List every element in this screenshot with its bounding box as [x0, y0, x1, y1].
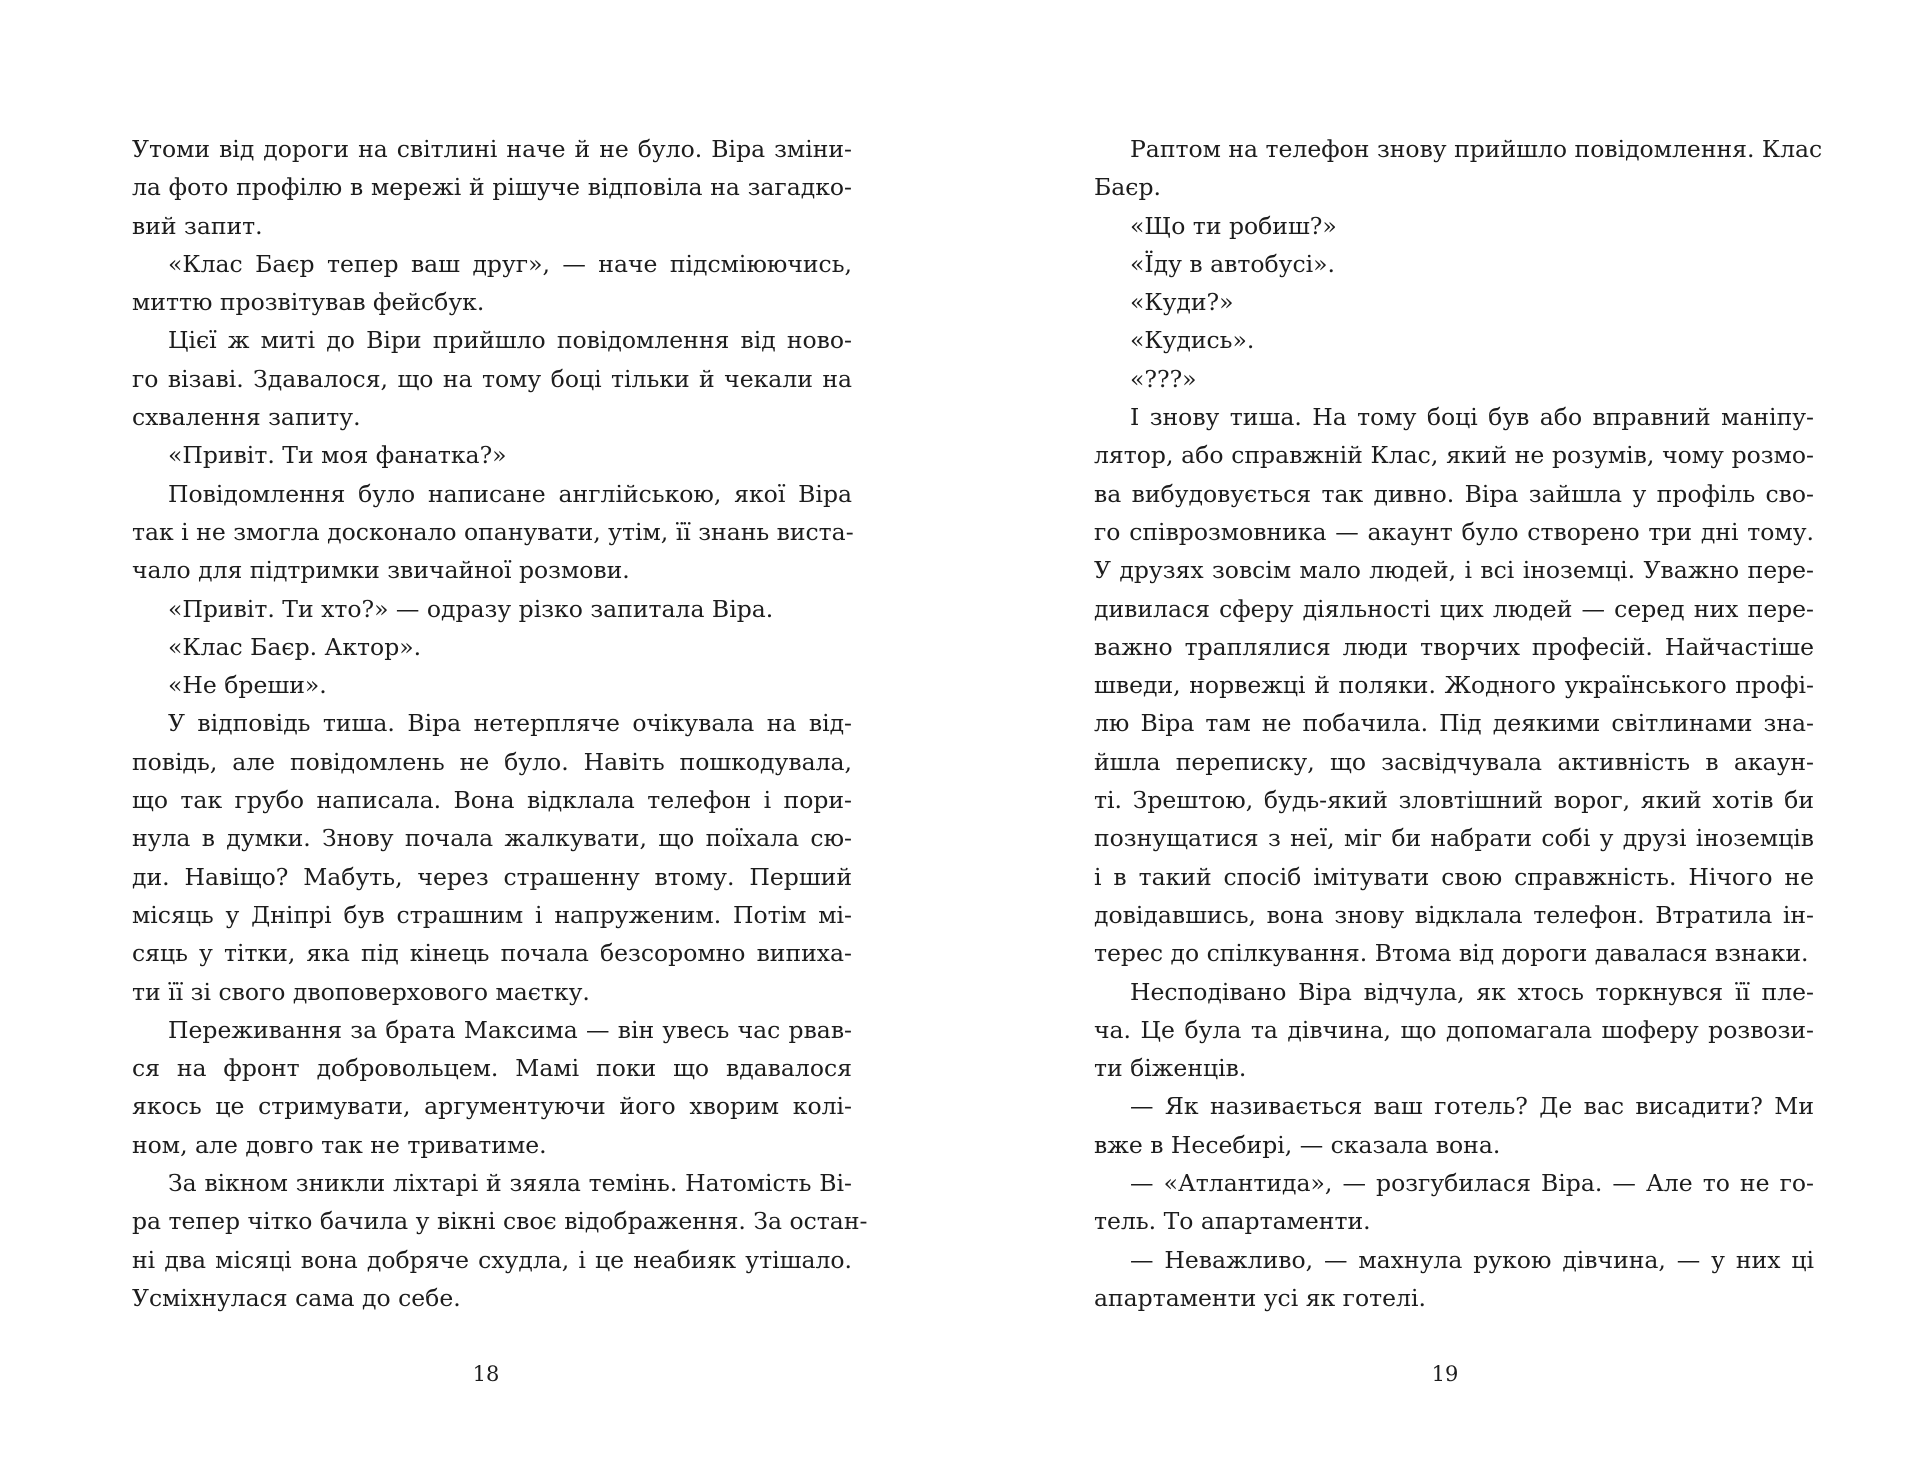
text-line: схвалення запиту. — [132, 403, 361, 432]
text-line: У друзях зовсім мало людей, і всі іноземці. Уважно пере- — [1094, 556, 1814, 585]
text-line: го візаві. Здавалося, що на тому боці тільки й чекали на — [132, 364, 852, 393]
text-line: «???» — [1130, 364, 1197, 393]
text-line: чало для підтримки звичайної розмови. — [132, 556, 630, 585]
text-line: «Кудись». — [1130, 326, 1255, 355]
text-line: «Їду в автобусі». — [1130, 249, 1336, 278]
text-line: «Привіт. Ти хто?» — одразу різко запитала Віра. — [168, 594, 774, 623]
text-line: ся на фронт добровольцем. Мамі поки що вдавалося — [132, 1054, 852, 1083]
text-line: У відповідь тиша. Віра нетерпляче очікувала на від- — [168, 709, 852, 738]
text-line: шведи, норвежці й поляки. Жодного українського профі- — [1094, 671, 1814, 700]
text-line: — Неважливо, — махнула рукою дівчина, — у них ці — [1130, 1245, 1814, 1274]
page-number-right: 19 — [1431, 1362, 1459, 1386]
text-line: ном, але довго так не триватиме. — [132, 1130, 547, 1159]
text-line: якось це стримувати, аргументуючи його хворим колі- — [132, 1092, 852, 1121]
text-line: так і не змогла досконало опанувати, утім, її знань виста- — [132, 517, 854, 546]
text-line: Раптом на телефон знову прийшло повідомлення. Клас — [1130, 135, 1823, 163]
text-line: «Клас Баєр. Актор». — [168, 632, 422, 661]
page-number-left: 18 — [472, 1362, 500, 1386]
text-line: Усміхнулася сама до себе. — [132, 1283, 461, 1312]
text-line: ди. Навіщо? Мабуть, через страшенну втому. Перший — [132, 862, 852, 891]
text-line: «Не бреши». — [168, 671, 327, 700]
text-line: «Що ти робиш?» — [1130, 211, 1337, 240]
text-line: дивилася сферу діяльності цих людей — серед них пере- — [1094, 594, 1814, 623]
text-line: Цієї ж миті до Віри прийшло повідомлення від ново- — [168, 326, 852, 355]
text-line: важно траплялися люди творчих професій. Найчастіше — [1094, 632, 1814, 661]
text-line: ла фото профілю в мережі й рішуче відповіла на загадко- — [132, 173, 852, 202]
text-line: — «Атлантида», — розгубилася Віра. — Але то не го- — [1130, 1169, 1814, 1198]
text-line: миттю прозвітував фейсбук. — [132, 288, 485, 317]
text-line: місяць у Дніпрі був страшним і напруженим. Потім мі- — [132, 900, 852, 929]
text-line: йшла переписку, що засвідчувала активність в акаун- — [1094, 747, 1814, 776]
text-line: Утоми від дороги на світлині наче й не було. Віра зміни- — [132, 135, 852, 163]
text-line: ча. Це була та дівчина, що допомагала шоферу розвози- — [1094, 1015, 1814, 1044]
text-line: лю Віра там не побачила. Під деякими світлинами зна- — [1094, 709, 1814, 738]
text-line: що так грубо написала. Вона відклала телефон і пори- — [132, 786, 852, 815]
text-line: ні два місяці вона добряче схудла, і це неабияк утішало. — [132, 1245, 852, 1274]
text-line: лятор, або справжній Клас, який не розумів, чому розмо- — [1094, 441, 1814, 470]
text-line: сяць у тітки, яка під кінець почала безсоромно випиха- — [132, 939, 852, 968]
text-line: вже в Несебирі, — сказала вона. — [1094, 1130, 1501, 1159]
text-line: За вікном зникли ліхтарі й зяяла темінь. Натомість Ві- — [168, 1169, 852, 1198]
text-line: терес до спілкування. Втома від дороги давалася взнаки. — [1094, 939, 1809, 968]
text-line: Переживання за брата Максима — він увесь час рвав- — [168, 1015, 852, 1044]
text-line: Повідомлення було написане англійською, якої Віра — [168, 479, 852, 508]
text-line: довідавшись, вона знову відклала телефон. Втратила ін- — [1094, 900, 1814, 929]
text-line: повідь, але повідомлень не було. Навіть пошкодувала, — [132, 747, 852, 776]
text-line: апартаменти усі як готелі. — [1094, 1283, 1426, 1312]
text-line: вий запит. — [132, 211, 263, 240]
text-line: ті. Зрештою, будь-який зловтішний ворог, який хотів би — [1094, 786, 1814, 815]
text-line: «Привіт. Ти моя фанатка?» — [168, 441, 507, 470]
text-line: «Куди?» — [1130, 288, 1234, 317]
text-line: го співрозмовника — акаунт було створено три дні тому. — [1094, 517, 1814, 546]
text-line: «Клас Баєр тепер ваш друг», — наче підсміюючись, — [168, 249, 852, 278]
right-page-text — [1094, 130, 1823, 1317]
text-line: Несподівано Віра відчула, як хтось торкнувся її пле- — [1130, 977, 1814, 1006]
text-line: познущатися з неї, міг би набрати собі у друзі іноземців — [1094, 824, 1814, 853]
text-line: ти біженців. — [1094, 1054, 1247, 1083]
text-line: І знову тиша. На тому боці був або вправний маніпу- — [1130, 403, 1814, 432]
text-line: Баєр. — [1094, 173, 1161, 202]
text-line: нула в думки. Знову почала жалкувати, що поїхала сю- — [132, 824, 852, 853]
text-line: ти її зі свого двоповерхового маєтку. — [132, 977, 590, 1006]
text-line: і в такий спосіб імітувати свою справжність. Нічого не — [1094, 862, 1814, 891]
text-line: тель. То апартаменти. — [1094, 1207, 1371, 1236]
text-line: ра тепер чітко бачила у вікні своє відображення. За остан- — [132, 1207, 868, 1236]
text-line: — Як називається ваш готель? Де вас висадити? Ми — [1130, 1092, 1814, 1121]
left-page-text — [132, 130, 868, 1317]
text-line: ва вибудовується так дивно. Віра зайшла у профіль сво- — [1094, 479, 1814, 508]
